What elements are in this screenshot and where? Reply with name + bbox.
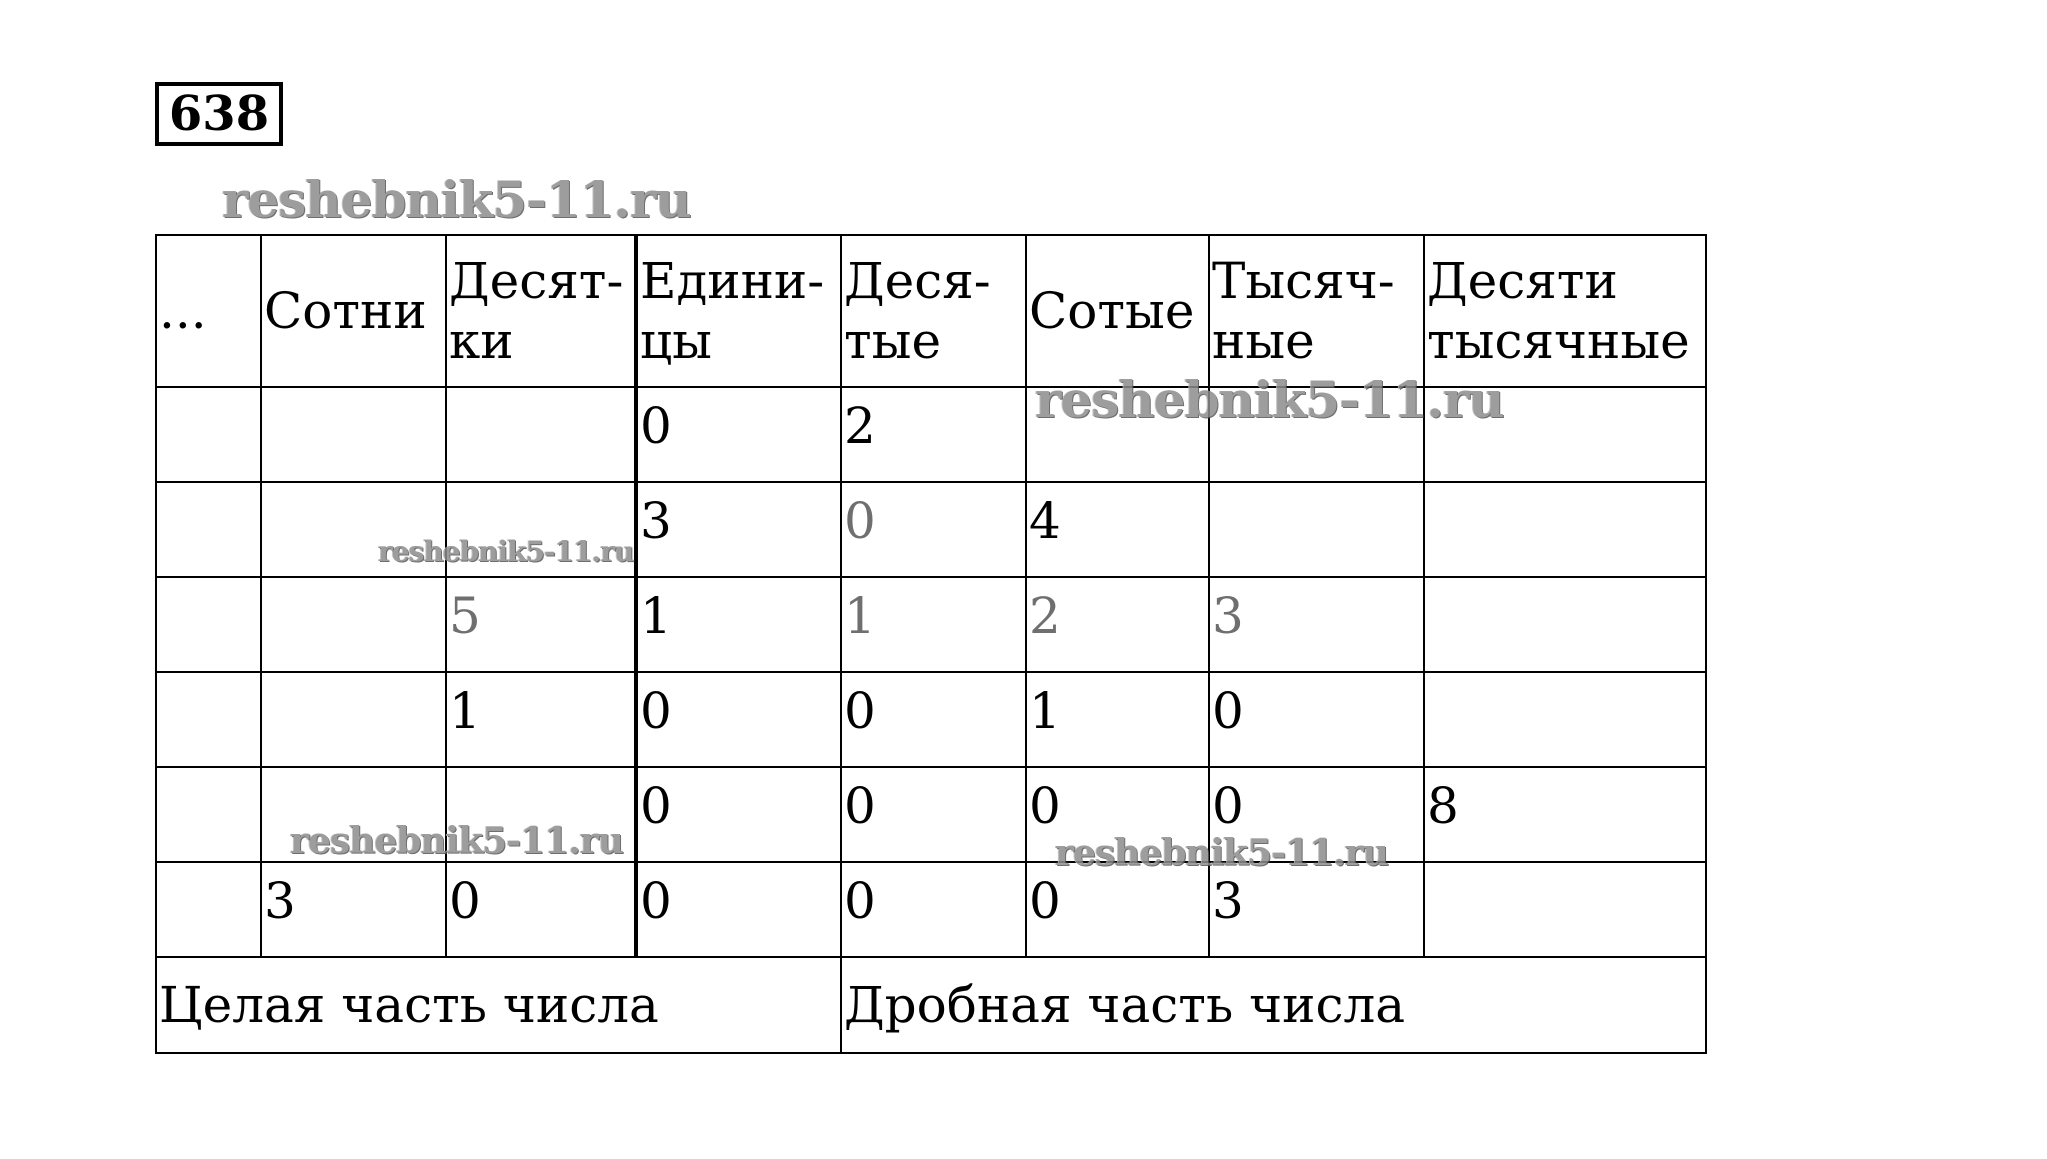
cell-ellipsis (156, 767, 261, 862)
cell-digit: 1 (449, 682, 481, 740)
header-ellipsis: ... (156, 235, 261, 387)
table-row (156, 672, 1706, 767)
cell-digit: 0 (1212, 777, 1244, 835)
cell-digit: 0 (1212, 682, 1244, 740)
place-value-table (155, 234, 1707, 1054)
cell-tens (446, 862, 636, 957)
cell-digit: 3 (1212, 872, 1244, 930)
cell-digit: 1 (640, 587, 672, 645)
watermark-row5-left: reshebnik5-11.ru (290, 820, 623, 862)
cell-ellipsis (156, 482, 261, 577)
problem-number: 638 (155, 82, 283, 146)
header-ten-thousandths: Десяти тысячные (1424, 235, 1706, 387)
cell-hundredths (1026, 482, 1209, 577)
cell-units (636, 767, 841, 862)
cell-digit: 0 (844, 777, 876, 835)
watermark-middle: reshebnik5-11.ru (1035, 370, 1504, 429)
cell-units (636, 387, 841, 482)
cell-thousandths (1209, 672, 1424, 767)
cell-digit: 0 (844, 492, 876, 550)
header-tenths: Деся- тые (841, 235, 1026, 387)
integer-part-label: Целая часть числа (156, 957, 841, 1053)
cell-units (636, 482, 841, 577)
table-row (156, 577, 1706, 672)
cell-digit: 3 (1212, 587, 1244, 645)
cell-ten-thousandths (1424, 577, 1706, 672)
cell-hundredths (1026, 672, 1209, 767)
cell-tenths (841, 577, 1026, 672)
cell-tenths (841, 672, 1026, 767)
cell-hundreds (261, 862, 446, 957)
cell-digit: 0 (449, 872, 481, 930)
cell-digit: 5 (449, 587, 481, 645)
header-hundredths: Сотые (1026, 235, 1209, 387)
cell-ellipsis (156, 387, 261, 482)
cell-tens (446, 672, 636, 767)
header-units: Едини- цы (636, 235, 841, 387)
footer-row (156, 957, 1706, 1053)
cell-digit: 1 (1029, 682, 1061, 740)
cell-digit: 8 (1427, 777, 1459, 835)
watermark-small: reshebnik5-11.ru (378, 535, 634, 568)
cell-tenths (841, 767, 1026, 862)
cell-ellipsis (156, 862, 261, 957)
cell-hundreds (261, 577, 446, 672)
cell-digit: 1 (844, 587, 876, 645)
cell-digit: 0 (640, 682, 672, 740)
cell-tenths (841, 387, 1026, 482)
cell-ellipsis (156, 577, 261, 672)
cell-units (636, 577, 841, 672)
cell-digit: 0 (844, 872, 876, 930)
cell-digit: 0 (1029, 872, 1061, 930)
table-row (156, 862, 1706, 957)
header-tens: Десят- ки (446, 235, 636, 387)
cell-tenths (841, 482, 1026, 577)
cell-digit: 3 (264, 872, 296, 930)
cell-hundreds (261, 672, 446, 767)
cell-units (636, 672, 841, 767)
watermark-row5-right: reshebnik5-11.ru (1055, 832, 1388, 874)
cell-thousandths (1209, 577, 1424, 672)
cell-digit: 4 (1029, 492, 1061, 550)
fractional-part-label: Дробная часть числа (841, 957, 1706, 1053)
cell-hundredths (1026, 862, 1209, 957)
cell-ten-thousandths (1424, 482, 1706, 577)
header-thousandths: Тысяч- ные (1209, 235, 1424, 387)
cell-hundreds (261, 387, 446, 482)
cell-hundredths (1026, 577, 1209, 672)
cell-digit: 0 (640, 777, 672, 835)
cell-digit: 0 (640, 397, 672, 455)
cell-ten-thousandths (1424, 767, 1706, 862)
cell-digit: 0 (640, 872, 672, 930)
cell-thousandths (1209, 862, 1424, 957)
cell-digit: 0 (844, 682, 876, 740)
cell-digit: 3 (640, 492, 672, 550)
cell-tens (446, 577, 636, 672)
cell-ten-thousandths (1424, 862, 1706, 957)
watermark-top: reshebnik5-11.ru (222, 170, 691, 229)
cell-tens (446, 387, 636, 482)
cell-units (636, 862, 841, 957)
cell-digit: 2 (844, 397, 876, 455)
cell-ten-thousandths (1424, 672, 1706, 767)
cell-tenths (841, 862, 1026, 957)
header-hundreds: Сотни (261, 235, 446, 387)
cell-digit: 2 (1029, 587, 1061, 645)
cell-digit: 0 (1029, 777, 1061, 835)
cell-thousandths (1209, 482, 1424, 577)
cell-ellipsis (156, 672, 261, 767)
header-row (156, 235, 1706, 387)
